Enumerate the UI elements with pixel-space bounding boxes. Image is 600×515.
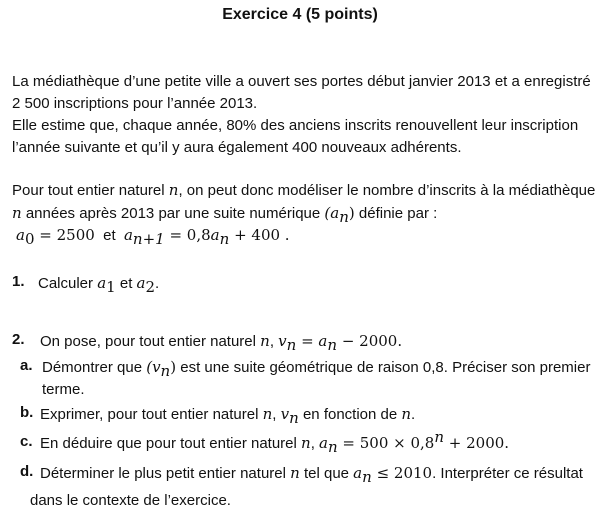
intro-line-4: l’année suivante et qu’il y aura également 400 nouveaux adhérents.: [12, 139, 462, 156]
q2a-v: (v: [146, 358, 161, 376]
model-an: a: [210, 226, 220, 244]
model-line-1: [12, 180, 595, 201]
q2-n: n: [260, 332, 270, 350]
q1-et: et: [115, 275, 137, 292]
q2a-text2: est une suite géométrique de raison 0,8. Préciser son premier: [176, 359, 591, 376]
model-eq1: = 2500: [34, 226, 95, 244]
q2a-label: a.: [20, 357, 33, 374]
model-l2-text-b: définie par :: [354, 205, 438, 222]
q2-number: 2.: [12, 331, 25, 348]
model-l1-text-a: Pour tout entier naturel: [12, 182, 169, 199]
q2a-line-2: terme.: [42, 381, 85, 398]
model-a0-sub: 0: [24, 230, 35, 248]
q2-lead: On pose, pour tout entier naturel: [40, 333, 261, 350]
q2-text: [40, 331, 402, 352]
q2c-a-sub: n: [327, 438, 338, 456]
model-l2-seq: (a: [324, 204, 340, 222]
exercise-title: Exercice 4 (5 points): [222, 6, 378, 23]
q2c-end: + 2000.: [444, 434, 510, 452]
model-line-3: [16, 225, 290, 246]
q2-v-sub: n: [286, 336, 297, 354]
q2d-label: d.: [20, 463, 34, 480]
q2-a-sub: n: [327, 336, 338, 354]
q2d-line-1: [40, 463, 583, 484]
model-eq2: = 0,8: [164, 226, 211, 244]
q2-a: a: [318, 332, 328, 350]
q2a-close: ): [170, 358, 177, 376]
q2b-comma: ,: [272, 406, 281, 423]
q1-a2: a: [136, 274, 146, 292]
q1-a1-sub: 1: [106, 278, 116, 296]
model-l1-text-b: , on peut donc modéliser le nombre d’inscrits à la médiathèque: [178, 182, 596, 199]
q2d-a: a: [353, 464, 363, 482]
intro-line-1: La médiathèque d’une petite ville a ouvert ses portes début janvier 2013 et a enregistré: [12, 73, 591, 90]
model-l2-var: n: [12, 204, 22, 222]
q2b-n2: n: [401, 405, 412, 423]
q2d-text1: Déterminer le plus petit entier naturel: [40, 465, 291, 482]
q2a-text1: Démontrer que: [42, 359, 147, 376]
q2b-line: [40, 404, 415, 425]
q1-a2-sub: 2: [145, 278, 156, 296]
q2-v: v: [278, 332, 287, 350]
model-l2-close: ): [348, 204, 355, 222]
q2b-v: v: [280, 405, 290, 423]
model-an1: a: [123, 226, 133, 244]
q2b-end: .: [411, 406, 416, 423]
q2d-line-2: dans le contexte de l’exercice.: [30, 492, 231, 509]
q2b-text2: en fonction de: [298, 406, 402, 423]
q2c-label: c.: [20, 433, 33, 450]
q1-text: [38, 273, 159, 294]
q1-lead: Calculer: [38, 275, 98, 292]
q2-comma: ,: [269, 333, 279, 350]
q2c-comma: ,: [310, 435, 320, 452]
q1-a1: a: [97, 274, 107, 292]
q2-minus: − 2000.: [337, 332, 403, 350]
q2b-label: b.: [20, 404, 34, 421]
model-l2-text-a: années après 2013 par une suite numérique: [21, 205, 325, 222]
q2b-text1: Exprimer, pour tout entier naturel: [40, 406, 263, 423]
model-an1-sub: n+1: [132, 230, 165, 248]
q2d-n: n: [290, 464, 300, 482]
q2c-line: [40, 428, 510, 456]
q2b-n: n: [262, 405, 273, 423]
q2c-text1: En déduire que pour tout entier naturel: [40, 435, 302, 452]
model-a0: a: [16, 226, 25, 244]
q1-end: .: [155, 275, 160, 292]
q2a-v-sub: n: [160, 362, 171, 380]
q2d-a-sub: n: [362, 468, 372, 486]
model-an-sub: n: [219, 230, 230, 248]
q2d-text3: . Interpréter ce résultat: [432, 465, 583, 482]
q2a-line-1: [42, 357, 590, 378]
model-et: et: [94, 227, 124, 244]
intro-line-2: 2 500 inscriptions pour l’année 2013.: [12, 95, 258, 112]
model-line-2: [12, 203, 437, 224]
intro-line-3: Elle estime que, chaque année, 80% des anciens inscrits renouvellent leur inscription: [12, 117, 579, 134]
model-l2-sub: n: [339, 208, 349, 226]
q2c-a: a: [319, 434, 328, 452]
q2d-leq: ≤ 2010: [371, 464, 433, 482]
q2c-n: n: [301, 434, 311, 452]
q2c-sup: n: [434, 428, 445, 446]
q2b-v-sub: n: [289, 409, 299, 427]
q2d-text2: tel que: [299, 465, 354, 482]
model-l1-var: n: [168, 181, 179, 199]
q2-eq: =: [296, 332, 319, 350]
q1-number: 1.: [12, 273, 25, 290]
model-plus: + 400 .: [229, 226, 290, 244]
q2c-eq: = 500 × 0,8: [337, 434, 435, 452]
